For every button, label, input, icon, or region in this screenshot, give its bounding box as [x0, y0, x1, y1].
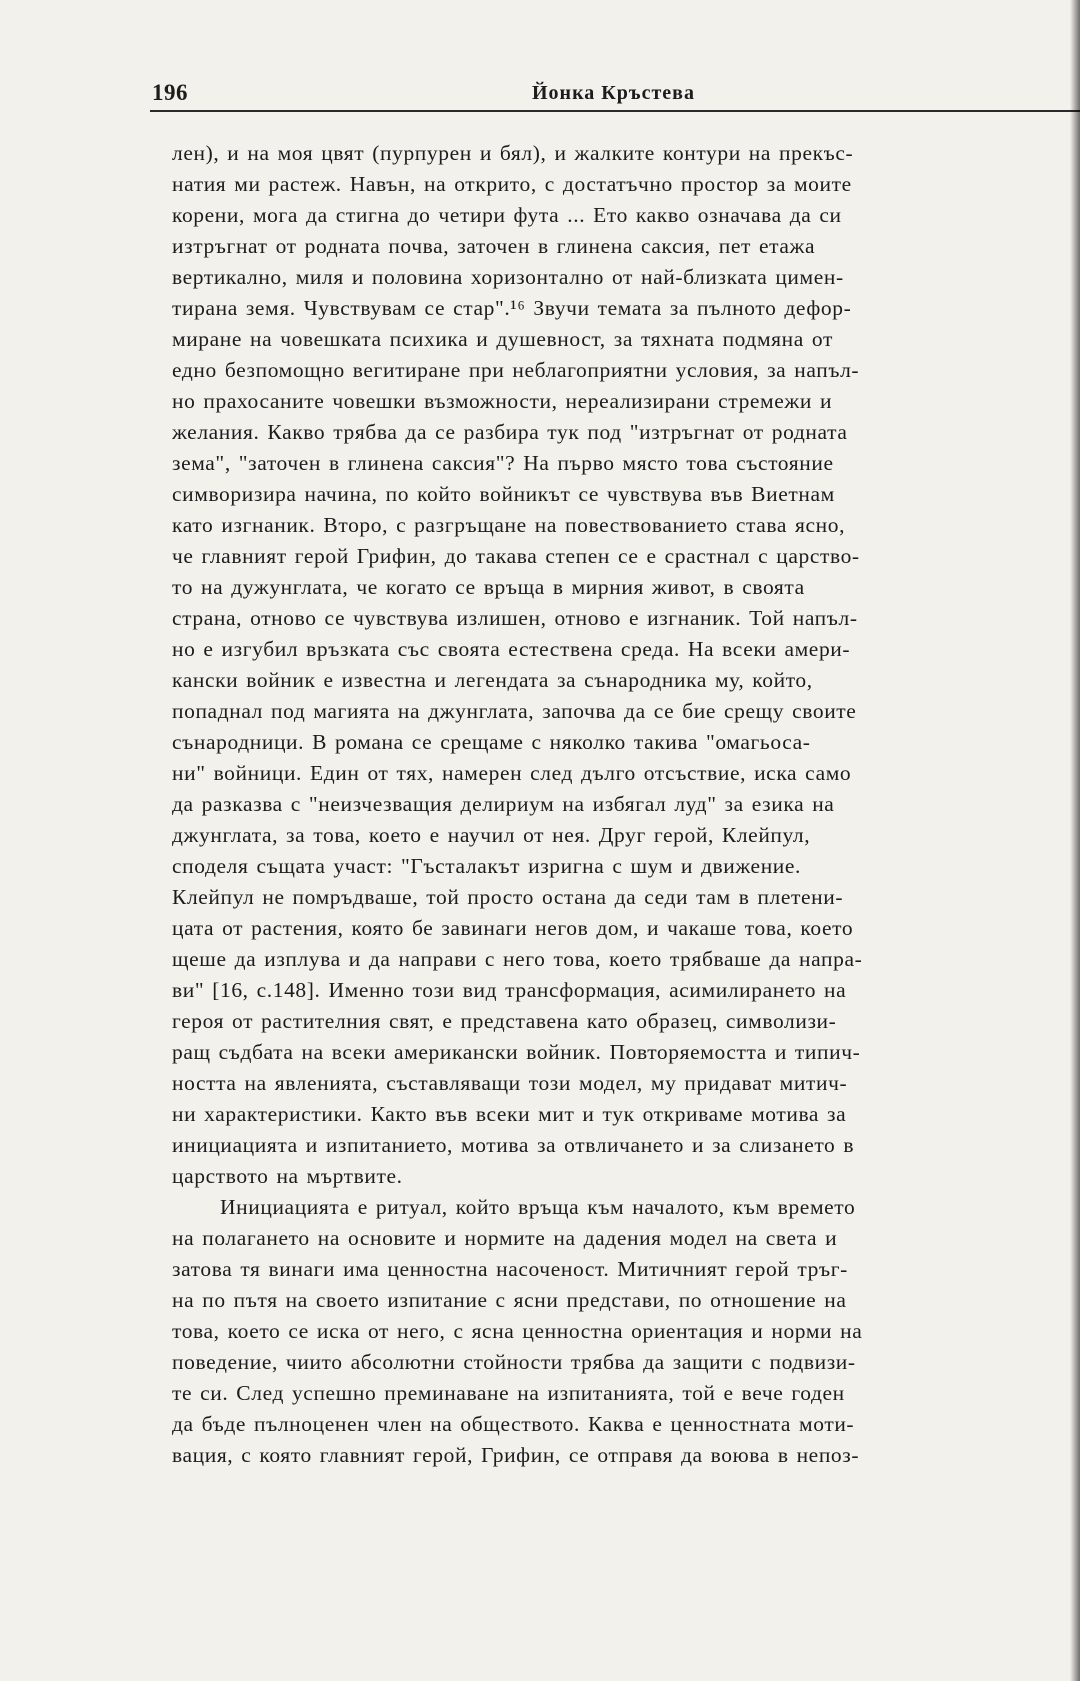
- text-line: инициацията и изпитанието, мотива за отвличането и за слизането в: [172, 1133, 855, 1157]
- text-line: героя от растителния свят, е представена като образец, символизи-: [172, 1009, 837, 1033]
- text-line: споделя същата участ: "Гъсталакът изригна с шум и движение.: [172, 854, 802, 878]
- page-number: 196: [152, 80, 188, 105]
- text-line: изтръгнат от родната почва, заточен в глинена саксия, пет етажа: [172, 234, 816, 258]
- text-line: но прахосаните човешки възможности, нереализирани стремежи и: [172, 389, 833, 413]
- text-line: да разказва с "неизчезващия делириум на избягал луд" за езика на: [172, 792, 835, 816]
- text-line: те си. След успешно преминаване на изпитанията, той е вече годен: [172, 1381, 845, 1405]
- text-line: ви" [16, с.148]. Именно този вид трансформация, асимилирането на: [172, 978, 847, 1002]
- text-line: ращ съдбата на всеки американски войник. Повторяемостта и типич-: [172, 1040, 861, 1064]
- text-line: корени, мога да стигна до четири фута ... Ето какво означава да си: [172, 203, 842, 227]
- paragraph-2: [172, 1192, 1080, 1471]
- text-line: лен), и на моя цвят (пурпурен и бял), и жалките контури на прекъс-: [172, 141, 854, 165]
- text-line: на полагането на основите и нормите на дадения модел на света и: [172, 1226, 838, 1250]
- text-line: Инициацията е ритуал, който връща към началото, към времето: [220, 1195, 856, 1219]
- text-line: кански войник е известна и легендата за сънародника му, който,: [172, 668, 813, 692]
- text-line: едно безпомощно вегитиране при неблагоприятни условия, за напъл-: [172, 358, 860, 382]
- text-line: тирана земя. Чувствувам се стар".¹⁶ Звучи темата за пълното дефор-: [172, 296, 852, 320]
- text-line: миране на човешката психика и душевност, за тяхната подмяна от: [172, 327, 833, 351]
- page-header: [152, 78, 1080, 112]
- text-line: страна, отново се чувствува излишен, отново е изгнаник. Той напъл-: [172, 606, 858, 630]
- text-line: това, което се иска от него, с ясна ценностна ориентация и норми на: [172, 1319, 863, 1343]
- text-line: сънародници. В романа се срещаме с няколко такива "омагьоса-: [172, 730, 811, 754]
- text-line: Клейпул не помръдваше, той просто остана да седи там в плетени-: [172, 885, 844, 909]
- text-line: натия ми растеж. Навън, на открито, с достатъчно простор за моите: [172, 172, 852, 196]
- text-line: зема", "заточен в глинена саксия"? На първо място това състояние: [172, 451, 834, 475]
- text-line: то на дужунглата, че когато се връща в мирния живот, в своята: [172, 575, 805, 599]
- text-line: но е изгубил връзката със своята естествена среда. На всеки амери-: [172, 637, 851, 661]
- header-rule: [150, 110, 1080, 112]
- text-line: вертикално, миля и половина хоризонтално от най-близката цимен-: [172, 265, 844, 289]
- text-line: ността на явленията, съставляващи този модел, му придават митич-: [172, 1071, 848, 1095]
- text-line: поведение, чиито абсолютни стойности трябва да защити с подвизи-: [172, 1350, 856, 1374]
- binding-shadow: [1070, 0, 1080, 1681]
- text-line: щеше да изплува и да направи с него това, което трябваше да напра-: [172, 947, 863, 971]
- text-line: попаднал под магията на джунглата, започва да се бие срещу своите: [172, 699, 857, 723]
- text-line: да бъде пълноценен член на обществото. Каква е ценностната моти-: [172, 1412, 855, 1436]
- text-line: като изгнаник. Второ, с разгръщане на повествованието става ясно,: [172, 513, 846, 537]
- text-line: вация, с която главният герой, Грифин, се отправя да воюва в непоз-: [172, 1443, 860, 1467]
- paragraph-1: [172, 138, 1080, 1192]
- text-line: царството на мъртвите.: [172, 1164, 403, 1188]
- text-line: желания. Какво трябва да се разбира тук под "изтръгнат от родната: [172, 420, 848, 444]
- text-line: джунглата, за това, което е научил от нея. Друг герой, Клейпул,: [172, 823, 811, 847]
- text-line: цата от растения, която бе завинаги негов дом, и чакаше това, което: [172, 916, 854, 940]
- text-line: ни" войници. Един от тях, намерен след дълго отсъствие, иска само: [172, 761, 852, 785]
- running-head: Йонка Кръстева: [532, 82, 695, 104]
- body-text: [172, 138, 1080, 1471]
- text-line: симворизира начина, по който войникът се чувствува във Виетнам: [172, 482, 835, 506]
- text-line: че главният герой Грифин, до такава степен се е срастнал с царство-: [172, 544, 860, 568]
- text-line: на по пътя на своето изпитание с ясни представи, по отношение на: [172, 1288, 847, 1312]
- text-line: ни характеристики. Както във всеки мит и тук откриваме мотива за: [172, 1102, 847, 1126]
- text-line: затова тя винаги има ценностна насоченост. Митичният герой тръг-: [172, 1257, 848, 1281]
